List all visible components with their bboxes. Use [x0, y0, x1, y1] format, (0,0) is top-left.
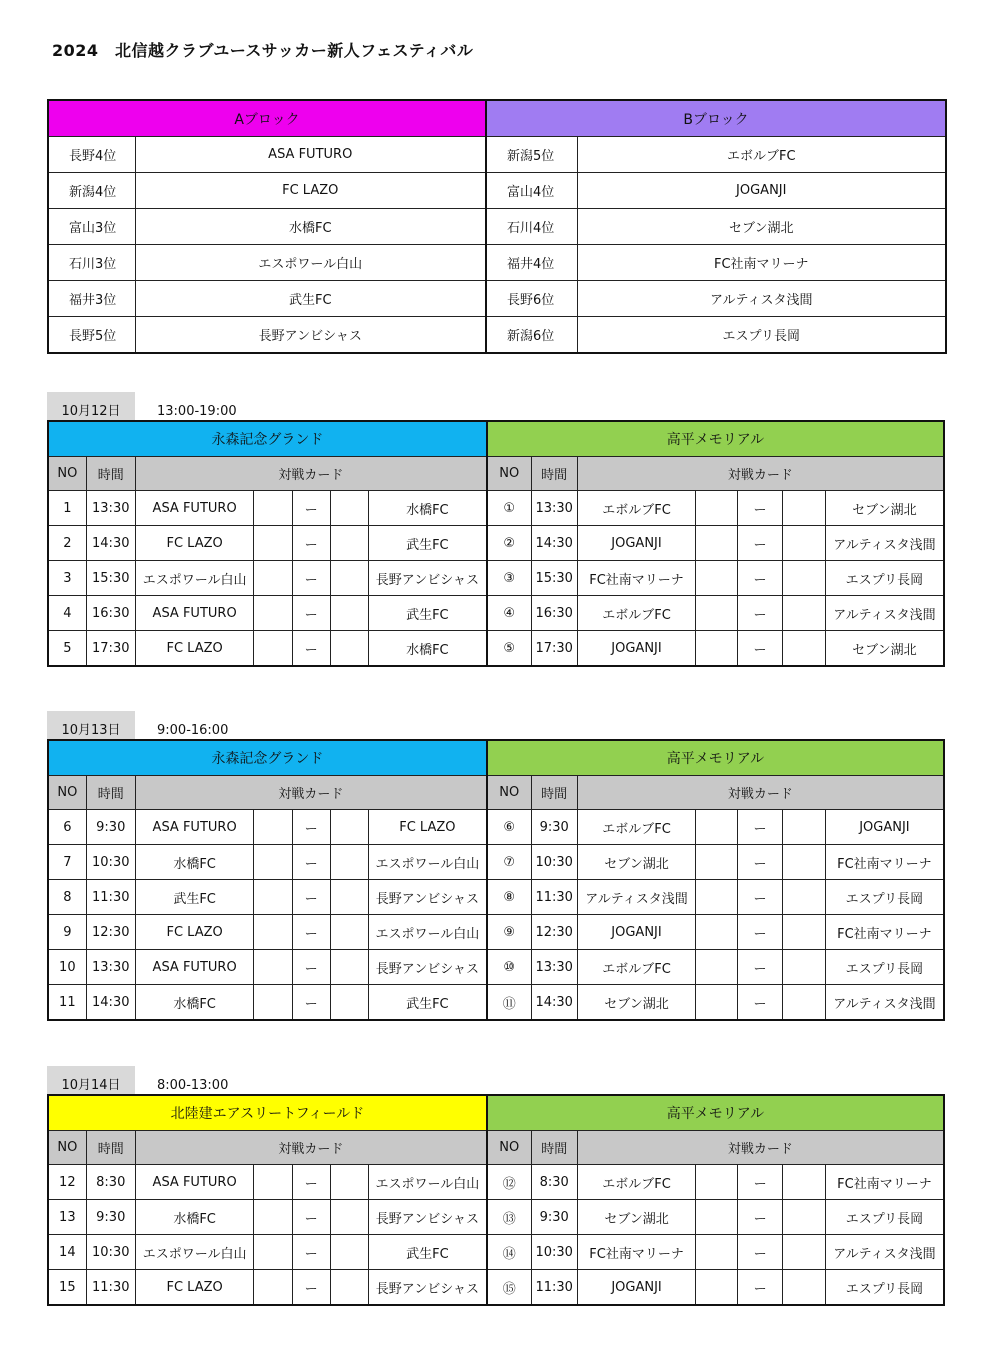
b-team-cell: エボルブFC: [577, 137, 946, 173]
b-team-cell: エスプリ長岡: [577, 317, 946, 354]
column-header-row: [48, 457, 944, 491]
away-team: 長野アンビシャス: [368, 561, 487, 596]
home-score: [696, 596, 738, 631]
away-score: [330, 950, 368, 985]
home-score: [696, 810, 738, 845]
versus-dash: ー: [292, 1270, 330, 1306]
match-time: 9:30: [86, 1200, 135, 1235]
match-row: [48, 561, 944, 596]
match-row: [48, 631, 944, 667]
home-score: [254, 915, 292, 950]
match-time: 10:30: [86, 1235, 135, 1270]
match-time: 12:30: [531, 915, 577, 950]
match-header: 対戦カード: [135, 776, 487, 810]
versus-dash: ー: [738, 915, 782, 950]
away-team: 長野アンビシャス: [368, 1200, 487, 1235]
away-team: 武生FC: [368, 1235, 487, 1270]
match-no: ⑪: [487, 985, 531, 1021]
match-time: 11:30: [531, 1270, 577, 1306]
no-header: NO: [487, 776, 531, 810]
versus-dash: ー: [738, 596, 782, 631]
time-range: 13:00-19:00: [157, 404, 237, 419]
away-team: FC社南マリーナ: [825, 1165, 944, 1200]
versus-dash: ー: [738, 880, 782, 915]
block-row: [48, 245, 946, 281]
match-header: 対戦カード: [577, 457, 944, 491]
time-header: 時間: [86, 457, 135, 491]
home-team: エボルブFC: [577, 810, 696, 845]
home-team: ASA FUTURO: [135, 491, 254, 526]
schedule-table: [47, 739, 945, 1021]
match-time: 15:30: [531, 561, 577, 596]
match-header: 対戦カード: [577, 776, 944, 810]
away-score: [330, 810, 368, 845]
b-rank-cell: 新潟5位: [486, 137, 577, 173]
home-team: JOGANJI: [577, 526, 696, 561]
no-header: NO: [48, 457, 86, 491]
away-team: 長野アンビシャス: [368, 880, 487, 915]
no-header: NO: [487, 1131, 531, 1165]
away-team: セブン湖北: [825, 631, 944, 667]
a-rank-cell: 富山3位: [48, 209, 135, 245]
match-no: ③: [487, 561, 531, 596]
versus-dash: ー: [292, 1165, 330, 1200]
versus-dash: ー: [292, 810, 330, 845]
match-no: 6: [48, 810, 86, 845]
away-score: [330, 561, 368, 596]
a-rank-cell: 石川3位: [48, 245, 135, 281]
column-header-row: [48, 1131, 944, 1165]
away-score: [782, 596, 825, 631]
match-no: 9: [48, 915, 86, 950]
match-no: 15: [48, 1270, 86, 1306]
match-time: 9:30: [531, 1200, 577, 1235]
match-no: 5: [48, 631, 86, 667]
b-block-header: Bブロック: [486, 100, 946, 137]
versus-dash: ー: [738, 985, 782, 1021]
versus-dash: ー: [292, 950, 330, 985]
away-team: アルティスタ浅間: [825, 985, 944, 1021]
versus-dash: ー: [738, 1270, 782, 1306]
time-range: 9:00-16:00: [157, 723, 229, 738]
versus-dash: ー: [738, 491, 782, 526]
away-score: [330, 1235, 368, 1270]
away-score: [782, 1235, 825, 1270]
match-time: 13:30: [531, 950, 577, 985]
home-score: [254, 1270, 292, 1306]
match-row: [48, 950, 944, 985]
away-team: アルティスタ浅間: [825, 526, 944, 561]
away-score: [782, 491, 825, 526]
a-block-header: Aブロック: [48, 100, 486, 137]
away-team: エスプリ長岡: [825, 880, 944, 915]
away-score: [782, 880, 825, 915]
home-team: アルティスタ浅間: [577, 880, 696, 915]
match-time: 10:30: [531, 845, 577, 880]
b-rank-cell: 福井4位: [486, 245, 577, 281]
match-time: 11:30: [86, 880, 135, 915]
no-header: NO: [487, 457, 531, 491]
match-row: [48, 880, 944, 915]
home-score: [254, 845, 292, 880]
away-team: 水橋FC: [368, 631, 487, 667]
match-time: 14:30: [531, 985, 577, 1021]
home-team: FC LAZO: [135, 631, 254, 667]
home-team: エボルブFC: [577, 950, 696, 985]
away-team: エスプリ長岡: [825, 1270, 944, 1306]
home-score: [696, 1270, 738, 1306]
match-no: 1: [48, 491, 86, 526]
match-time: 16:30: [531, 596, 577, 631]
away-score: [330, 596, 368, 631]
away-team: アルティスタ浅間: [825, 596, 944, 631]
b-team-cell: JOGANJI: [577, 173, 946, 209]
match-no: 7: [48, 845, 86, 880]
match-no: 11: [48, 985, 86, 1021]
away-score: [330, 1165, 368, 1200]
away-team: 長野アンビシャス: [368, 1270, 487, 1306]
a-team-cell: ASA FUTURO: [135, 137, 486, 173]
match-no: 12: [48, 1165, 86, 1200]
match-no: ⑦: [487, 845, 531, 880]
venue-row: [48, 740, 944, 776]
match-time: 13:30: [86, 950, 135, 985]
home-team: ASA FUTURO: [135, 950, 254, 985]
home-team: エボルブFC: [577, 596, 696, 631]
a-rank-cell: 長野5位: [48, 317, 135, 354]
time-header: 時間: [531, 776, 577, 810]
away-team: エスプリ長岡: [825, 561, 944, 596]
match-no: ④: [487, 596, 531, 631]
away-team: JOGANJI: [825, 810, 944, 845]
right-venue: 高平メモリアル: [487, 421, 944, 457]
versus-dash: ー: [292, 985, 330, 1021]
time-header: 時間: [531, 1131, 577, 1165]
versus-dash: ー: [292, 491, 330, 526]
no-header: NO: [48, 1131, 86, 1165]
home-team: セブン湖北: [577, 985, 696, 1021]
match-row: [48, 985, 944, 1021]
home-team: セブン湖北: [577, 1200, 696, 1235]
match-time: 10:30: [531, 1235, 577, 1270]
home-team: FC LAZO: [135, 1270, 254, 1306]
match-no: ⑧: [487, 880, 531, 915]
time-header: 時間: [86, 1131, 135, 1165]
versus-dash: ー: [292, 915, 330, 950]
block-table: [47, 99, 947, 354]
match-time: 11:30: [531, 880, 577, 915]
right-venue: 高平メモリアル: [487, 740, 944, 776]
match-no: ⑥: [487, 810, 531, 845]
away-score: [330, 491, 368, 526]
away-score: [782, 985, 825, 1021]
away-team: セブン湖北: [825, 491, 944, 526]
away-score: [330, 1200, 368, 1235]
versus-dash: ー: [738, 810, 782, 845]
a-team-cell: 長野アンビシャス: [135, 317, 486, 354]
home-team: FC社南マリーナ: [577, 1235, 696, 1270]
match-row: [48, 526, 944, 561]
match-header: 対戦カード: [135, 457, 487, 491]
away-team: エスポワール白山: [368, 1165, 487, 1200]
versus-dash: ー: [292, 845, 330, 880]
left-venue: 永森記念グランド: [48, 740, 487, 776]
match-no: ⑮: [487, 1270, 531, 1306]
a-rank-cell: 新潟4位: [48, 173, 135, 209]
match-time: 15:30: [86, 561, 135, 596]
versus-dash: ー: [738, 950, 782, 985]
home-team: 水橋FC: [135, 985, 254, 1021]
home-team: 水橋FC: [135, 1200, 254, 1235]
home-score: [254, 1200, 292, 1235]
away-score: [782, 1165, 825, 1200]
away-team: エスポワール白山: [368, 915, 487, 950]
schedule-table: [47, 1094, 945, 1306]
home-score: [696, 1165, 738, 1200]
match-no: 4: [48, 596, 86, 631]
versus-dash: ー: [738, 1200, 782, 1235]
away-score: [782, 950, 825, 985]
match-no: ⑤: [487, 631, 531, 667]
versus-dash: ー: [292, 631, 330, 667]
home-team: ASA FUTURO: [135, 810, 254, 845]
home-score: [696, 561, 738, 596]
block-row: [48, 281, 946, 317]
away-score: [330, 845, 368, 880]
match-time: 14:30: [86, 526, 135, 561]
a-team-cell: 水橋FC: [135, 209, 486, 245]
date-label: 10月13日: [47, 711, 135, 743]
a-rank-cell: 長野4位: [48, 137, 135, 173]
schedule-table: [47, 420, 945, 667]
venue-row: [48, 1095, 944, 1131]
home-team: JOGANJI: [577, 631, 696, 667]
right-venue: 高平メモリアル: [487, 1095, 944, 1131]
home-team: JOGANJI: [577, 915, 696, 950]
versus-dash: ー: [292, 1200, 330, 1235]
home-score: [254, 985, 292, 1021]
home-score: [696, 985, 738, 1021]
away-score: [782, 631, 825, 667]
match-header: 対戦カード: [135, 1131, 487, 1165]
match-no: ⑨: [487, 915, 531, 950]
match-no: ⑫: [487, 1165, 531, 1200]
home-team: FC社南マリーナ: [577, 561, 696, 596]
away-score: [330, 631, 368, 667]
away-score: [782, 561, 825, 596]
away-score: [330, 880, 368, 915]
home-team: 水橋FC: [135, 845, 254, 880]
match-row: [48, 1165, 944, 1200]
block-row: [48, 209, 946, 245]
versus-dash: ー: [738, 1235, 782, 1270]
home-team: ASA FUTURO: [135, 596, 254, 631]
match-time: 8:30: [86, 1165, 135, 1200]
away-score: [782, 845, 825, 880]
match-no: 14: [48, 1235, 86, 1270]
home-team: エスポワール白山: [135, 1235, 254, 1270]
home-score: [696, 880, 738, 915]
away-score: [782, 1200, 825, 1235]
match-no: 8: [48, 880, 86, 915]
match-time: 8:30: [531, 1165, 577, 1200]
home-team: エボルブFC: [577, 1165, 696, 1200]
match-no: ①: [487, 491, 531, 526]
b-rank-cell: 石川4位: [486, 209, 577, 245]
away-team: エスポワール白山: [368, 845, 487, 880]
home-team: セブン湖北: [577, 845, 696, 880]
away-team: 武生FC: [368, 596, 487, 631]
match-time: 9:30: [531, 810, 577, 845]
match-time: 16:30: [86, 596, 135, 631]
away-score: [782, 1270, 825, 1306]
match-time: 17:30: [531, 631, 577, 667]
away-score: [782, 526, 825, 561]
versus-dash: ー: [292, 561, 330, 596]
match-row: [48, 491, 944, 526]
home-team: JOGANJI: [577, 1270, 696, 1306]
time-header: 時間: [531, 457, 577, 491]
versus-dash: ー: [292, 1235, 330, 1270]
match-time: 14:30: [86, 985, 135, 1021]
away-team: FC社南マリーナ: [825, 845, 944, 880]
away-team: 武生FC: [368, 985, 487, 1021]
match-no: ②: [487, 526, 531, 561]
away-team: FC社南マリーナ: [825, 915, 944, 950]
match-header: 対戦カード: [577, 1131, 944, 1165]
column-header-row: [48, 776, 944, 810]
block-row: [48, 173, 946, 209]
home-score: [254, 631, 292, 667]
match-no: ⑭: [487, 1235, 531, 1270]
away-team: 武生FC: [368, 526, 487, 561]
match-time: 11:30: [86, 1270, 135, 1306]
versus-dash: ー: [738, 526, 782, 561]
versus-dash: ー: [292, 880, 330, 915]
home-score: [254, 596, 292, 631]
b-team-cell: FC社南マリーナ: [577, 245, 946, 281]
match-time: 13:30: [86, 491, 135, 526]
away-team: 水橋FC: [368, 491, 487, 526]
match-time: 13:30: [531, 491, 577, 526]
block-row: [48, 317, 946, 354]
home-score: [254, 561, 292, 596]
match-no: ⑬: [487, 1200, 531, 1235]
left-venue: 永森記念グランド: [48, 421, 487, 457]
match-time: 9:30: [86, 810, 135, 845]
match-time: 14:30: [531, 526, 577, 561]
home-score: [254, 1165, 292, 1200]
home-team: エボルブFC: [577, 491, 696, 526]
home-team: 武生FC: [135, 880, 254, 915]
date-label: 10月12日: [47, 392, 135, 424]
home-score: [696, 915, 738, 950]
away-team: アルティスタ浅間: [825, 1235, 944, 1270]
b-team-cell: アルティスタ浅間: [577, 281, 946, 317]
time-range: 8:00-13:00: [157, 1078, 229, 1093]
home-score: [696, 845, 738, 880]
home-score: [696, 631, 738, 667]
home-team: FC LAZO: [135, 915, 254, 950]
home-score: [696, 1200, 738, 1235]
match-row: [48, 1235, 944, 1270]
b-rank-cell: 富山4位: [486, 173, 577, 209]
match-no: 2: [48, 526, 86, 561]
home-score: [696, 526, 738, 561]
away-score: [782, 915, 825, 950]
home-score: [254, 526, 292, 561]
match-no: 13: [48, 1200, 86, 1235]
match-time: 17:30: [86, 631, 135, 667]
away-team: エスプリ長岡: [825, 950, 944, 985]
match-no: ⑩: [487, 950, 531, 985]
home-score: [696, 950, 738, 985]
home-team: エスポワール白山: [135, 561, 254, 596]
match-time: 12:30: [86, 915, 135, 950]
match-time: 10:30: [86, 845, 135, 880]
a-rank-cell: 福井3位: [48, 281, 135, 317]
match-row: [48, 845, 944, 880]
away-team: 長野アンビシャス: [368, 950, 487, 985]
away-team: エスプリ長岡: [825, 1200, 944, 1235]
home-score: [254, 950, 292, 985]
away-score: [330, 526, 368, 561]
b-rank-cell: 長野6位: [486, 281, 577, 317]
match-no: 10: [48, 950, 86, 985]
home-score: [696, 491, 738, 526]
home-score: [254, 491, 292, 526]
no-header: NO: [48, 776, 86, 810]
time-header: 時間: [86, 776, 135, 810]
block-header-row: [48, 100, 946, 137]
away-score: [330, 915, 368, 950]
home-score: [696, 1235, 738, 1270]
home-score: [254, 810, 292, 845]
date-label: 10月14日: [47, 1066, 135, 1098]
match-row: [48, 1270, 944, 1306]
home-score: [254, 880, 292, 915]
home-team: ASA FUTURO: [135, 1165, 254, 1200]
versus-dash: ー: [292, 526, 330, 561]
block-row: [48, 137, 946, 173]
match-row: [48, 1200, 944, 1235]
page-title: 2024 北信越クラブユースサッカー新人フェスティバル: [52, 41, 474, 60]
away-score: [330, 1270, 368, 1306]
home-score: [254, 1235, 292, 1270]
versus-dash: ー: [738, 1165, 782, 1200]
versus-dash: ー: [738, 845, 782, 880]
venue-row: [48, 421, 944, 457]
match-row: [48, 596, 944, 631]
a-team-cell: 武生FC: [135, 281, 486, 317]
versus-dash: ー: [738, 561, 782, 596]
home-team: FC LAZO: [135, 526, 254, 561]
a-team-cell: エスポワール白山: [135, 245, 486, 281]
versus-dash: ー: [292, 596, 330, 631]
b-team-cell: セブン湖北: [577, 209, 946, 245]
a-team-cell: FC LAZO: [135, 173, 486, 209]
away-score: [782, 810, 825, 845]
match-row: [48, 810, 944, 845]
left-venue: 北陸建エアスリートフィールド: [48, 1095, 487, 1131]
match-no: 3: [48, 561, 86, 596]
b-rank-cell: 新潟6位: [486, 317, 577, 354]
match-row: [48, 915, 944, 950]
away-score: [330, 985, 368, 1021]
versus-dash: ー: [738, 631, 782, 667]
away-team: FC LAZO: [368, 810, 487, 845]
